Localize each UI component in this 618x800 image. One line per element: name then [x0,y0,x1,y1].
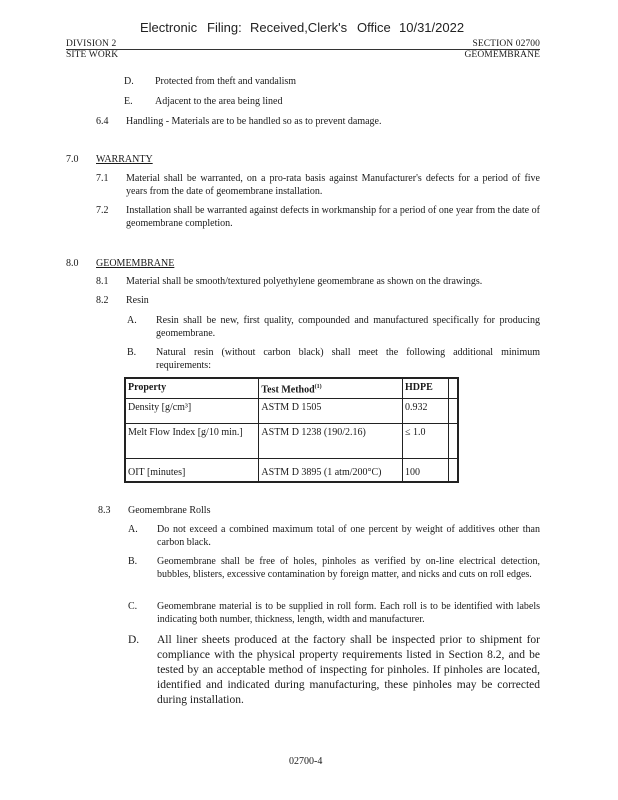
cell-hdpe: ≤ 1.0 [402,424,448,459]
header-test-method-footnote: (1) [314,384,322,390]
table-empty-cell [448,424,458,459]
item-6-3-e-text: Adjacent to the area being lined [155,96,283,107]
item-8-2-a-text: Resin shall be new, first quality, compounded and manufactured specifically for producing geomembrane. [156,315,540,339]
cell-test-method: ASTM D 3895 (1 atm/200°C) [259,459,403,483]
header-hdpe: HDPE [402,378,448,399]
filing-stamp-office: Office [357,20,391,35]
cell-hdpe: 100 [402,459,448,483]
item-8-3-b-text: Geomembrane shall be free of holes, pinholes as verified by on-line electrical detection, bubbles, blisters, excessive contamination by foreign matter, and nicks and cuts on roll edges. [157,556,540,580]
table-empty-cell [448,399,458,424]
clause-8-2-number: 8.2 [96,295,109,306]
table-row [125,424,458,459]
table-empty-column [448,378,458,399]
filing-stamp-date: 10/31/2022 [399,20,465,35]
header-test-method-label: Test Method [261,384,315,396]
item-6-3-d-text: Protected from theft and vandalism [155,76,297,87]
clause-8-3-number: 8.3 [98,505,111,516]
table-empty-cell [448,459,458,483]
header-division: DIVISION 2 [66,39,117,49]
section-8-number: 8.0 [66,258,79,269]
item-8-2-b-text: Natural resin (without carbon black) shall meet the following additional minimum requirements: [156,347,540,371]
clause-7-1-number: 7.1 [96,173,109,184]
section-7-title: WARRANTY [96,154,153,165]
table-row [125,399,458,424]
cell-hdpe: 0.932 [402,399,448,424]
clause-8-1-text: Material shall be smooth/textured polyethylene geomembrane as shown on the drawings. [126,276,483,287]
table-header-row [125,378,458,399]
clause-8-2-text: Resin [126,295,149,306]
clause-7-1-text: Material shall be warranted, on a pro-rata basis against Manufacturer's defects for a period of five years from the date of geomembrane installation. [126,173,540,197]
item-6-3-d-letter: D. [124,76,134,87]
item-8-3-a-letter: A. [128,524,138,535]
clause-6-4-number: 6.4 [96,116,109,127]
header-test-method [259,378,403,399]
clause-6-4-text: Handling - Materials are to be handled so as to prevent damage. [126,116,382,127]
item-8-3-b-letter: B. [128,556,138,567]
clause-8-1-number: 8.1 [96,276,109,287]
clause-7-2-text: Installation shall be warranted against defects in workmanship for a period of one year from the date of geomembrane completion. [126,205,540,229]
page-number: 02700-4 [289,756,323,767]
header-site-work: SITE WORK [66,50,119,60]
filing-stamp-received: Received,Clerk's [250,20,348,35]
section-7-number: 7.0 [66,154,79,165]
item-8-2-a-letter: A. [127,315,137,326]
cell-property: Melt Flow Index [g/10 min.] [125,424,259,459]
section-8-title: GEOMEMBRANE [96,258,175,269]
table-row [125,459,458,483]
cell-property: Density [g/cm³] [125,399,259,424]
item-8-2-b-letter: B. [127,347,137,358]
header-property: Property [125,378,259,399]
clause-8-3-text: Geomembrane Rolls [128,505,211,516]
header-section: SECTION 02700 [472,39,540,49]
resin-property-table [124,377,459,483]
item-8-3-d-letter: D. [128,634,140,646]
filing-stamp-electronic: Electronic [140,20,198,35]
item-8-3-c-letter: C. [128,601,138,612]
item-6-3-e-letter: E. [124,96,133,107]
cell-test-method: ASTM D 1238 (190/2.16) [259,424,403,459]
clause-7-2-number: 7.2 [96,205,109,216]
header-title: GEOMEMBRANE [464,50,540,60]
cell-property: OIT [minutes] [125,459,259,483]
filing-stamp-filing: Filing: [207,20,242,35]
item-8-3-d-text: All liner sheets produced at the factory shall be inspected prior to shipment for compliance with the physical property requirements listed in Section 8.2, and be tested by an acceptable method of inspecting for pinholes. If pinholes are located, identified and indicated during manufacturing, these pinholes may be corrected during installation. [157,634,540,706]
cell-test-method: ASTM D 1505 [259,399,403,424]
item-8-3-a-text: Do not exceed a combined maximum total of one percent by weight of additives other than carbon black. [157,524,540,548]
header-rule [66,49,540,50]
item-8-3-c-text: Geomembrane material is to be supplied in roll form. Each roll is to be identified with labels indicating both number, thickness, length, width and manufacturer. [157,601,540,625]
